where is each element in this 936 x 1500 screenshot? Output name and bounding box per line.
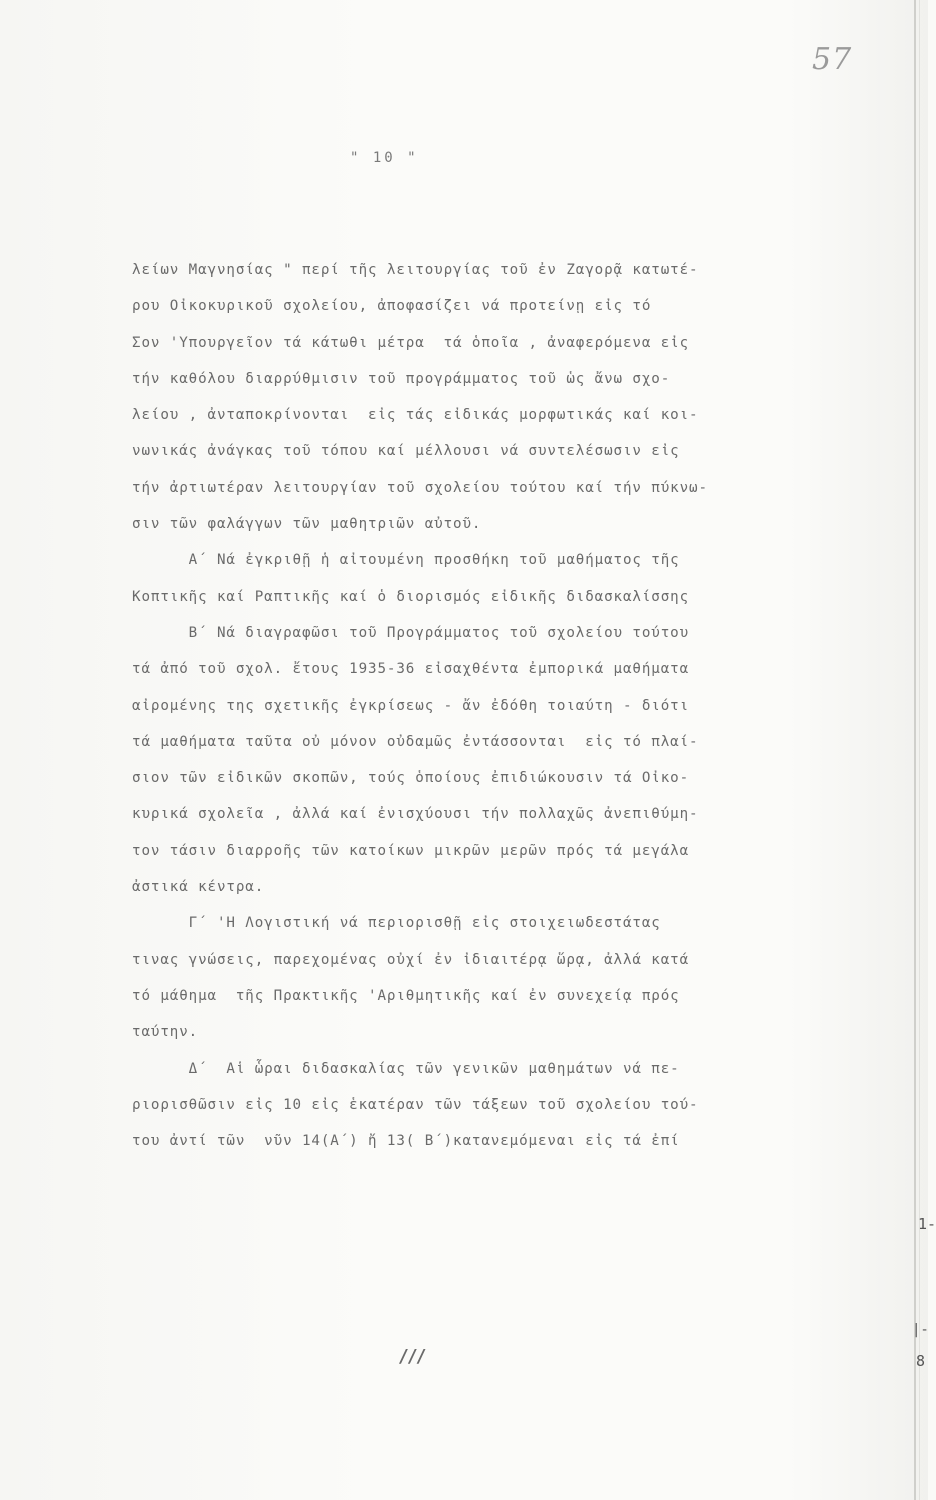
body-text — [132, 252, 912, 1159]
text-line: ἀστικά κέντρα. — [132, 879, 265, 896]
text-line: ριορισθῶσιν εἰς 10 εἰς ἑκατέραν τῶν τάξεων τοῦ σχολείου τού- — [132, 1096, 699, 1113]
margin-mark: 1- — [918, 1215, 936, 1233]
margin-mark: |- — [912, 1322, 929, 1338]
text-line: του ἀντί τῶν νῦν 14(Α΄) ἤ 13( Β΄)κατανεμόμεναι εἰς τά ἐπί — [132, 1133, 680, 1150]
text-line: Β΄ Νά διαγραφῶσι τοῦ Προγράμματος τοῦ σχολείου τούτου — [132, 624, 690, 641]
text-line: τά ἀπό τοῦ σχολ. ἔτους 1935-36 εἰσαχθέντα ἐμπορικά μαθήματα — [132, 661, 690, 678]
folio-number: 57 — [812, 42, 853, 77]
text-line: ταύτην. — [132, 1024, 199, 1041]
text-line: Δ΄ Αἱ ὧραι διδασκαλίας τῶν γενικῶν μαθημάτων νά πε- — [132, 1060, 680, 1077]
text-line: λείων Μαγνησίας " περί τῆς λειτουργίας τοῦ ἐν Ζαγορᾷ κατωτέ- — [132, 262, 699, 278]
text-line: κυρικά σχολεῖα , ἀλλά καί ἐνισχύουσι τήν πολλαχῶς ἀνεπιθύμη- — [132, 806, 699, 823]
text-line: σιον τῶν εἰδικῶν σκοπῶν, τούς ὁποίους ἐπιδιώκουσιν τά Οἰκο- — [132, 770, 690, 787]
text-line: τινας γνώσεις, παρεχομένας οὐχί ἐν ἰδιαιτέρᾳ ὥρᾳ, ἀλλά κατά — [132, 951, 690, 968]
text-line: τά μαθήματα ταῦτα οὐ μόνον οὐδαμῶς ἐντάσσονται εἰς τό πλαί- — [132, 733, 699, 750]
text-line: Κοπτικῆς καί Ραπτικῆς καί ὁ διορισμός εἰδικῆς διδασκαλίσσης — [132, 588, 690, 605]
page-edge — [914, 0, 916, 1500]
text-line: Α΄ Νά ἐγκριθῇ ἡ αἰτουμένη προσθήκη τοῦ μαθήματος τῆς — [132, 552, 680, 569]
text-line: Σον 'Υπουργεῖον τά κάτωθι μέτρα τά ὁποῖα , ἀναφερόμενα εἰς — [132, 334, 690, 351]
margin-mark: 8 — [916, 1352, 926, 1370]
page-number: " 10 " — [350, 150, 419, 166]
continuation-mark: /// — [398, 1346, 425, 1367]
text-line: τήν ἀρτιωτέραν λειτουργίαν τοῦ σχολείου τούτου καί τήν πύκνω- — [132, 479, 708, 496]
text-line: λείου , ἀνταποκρίνονται εἰς τάς εἰδικάς μορφωτικάς καί κοι- — [132, 407, 699, 424]
text-line: νωνικάς ἀνάγκας τοῦ τόπου καί μέλλουσι νά συντελέσωσιν εἰς — [132, 443, 680, 460]
text-line: τον τάσιν διαρροῆς τῶν κατοίκων μικρῶν μερῶν πρός τά μεγάλα — [132, 842, 690, 859]
text-line: σιν τῶν φαλάγγων τῶν μαθητριῶν αὐτοῦ. — [132, 516, 482, 533]
page-edge-shadow — [919, 0, 920, 1500]
text-line: τό μάθημα τῆς Πρακτικῆς 'Αριθμητικῆς καί ἐν συνεχείᾳ πρός — [132, 987, 680, 1004]
text-line: ρου Οἰκοκυρικοῦ σχολείου, ἀποφασίζει νά προτείνῃ εἰς τό — [132, 298, 652, 315]
text-line: Γ΄ 'Η Λογιστική νά περιορισθῇ εἰς στοιχειωδεστάτας — [132, 915, 661, 932]
text-line: αἰρομένης της σχετικῆς ἐγκρίσεως - ἄν ἐδόθη τοιαύτη - διότι — [132, 697, 690, 714]
text-line: τήν καθόλου διαρρύθμισιν τοῦ προγράμματος τοῦ ὡς ἄνω σχο- — [132, 370, 671, 387]
